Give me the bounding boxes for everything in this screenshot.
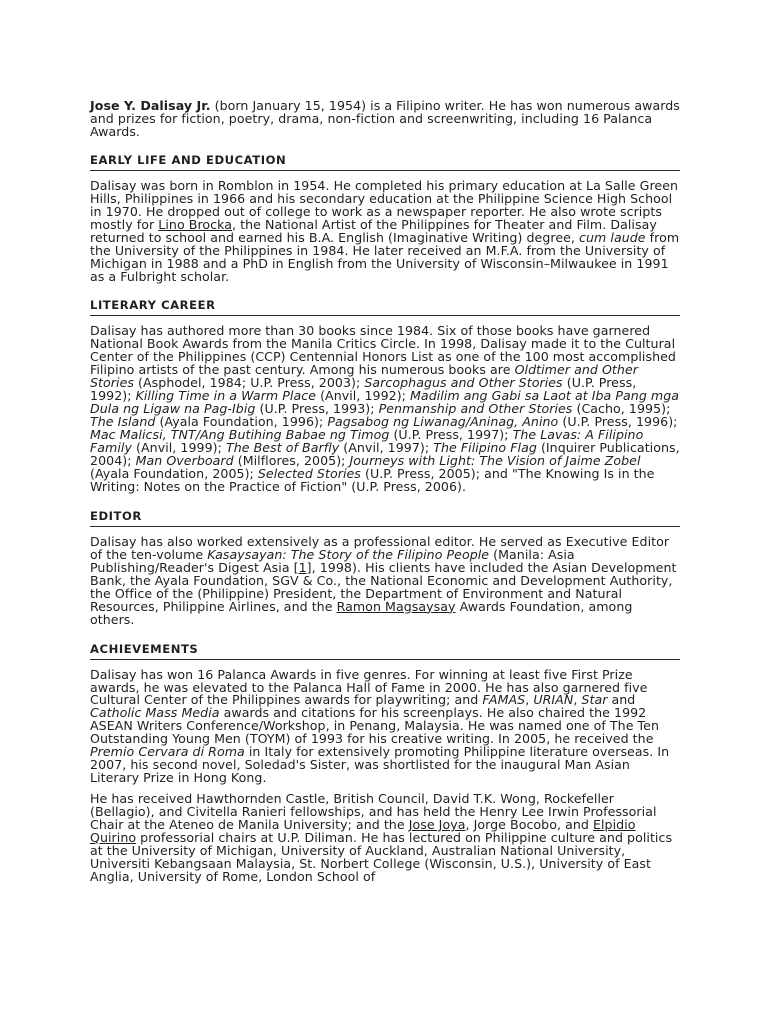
- section-heading-editor: EDITOR: [90, 510, 680, 527]
- intro-paragraph: Jose Y. Dalisay Jr. (born January 15, 1954) is a Filipino writer. He has won numerous awards and prizes for fiction, poetry, drama, non-fiction and screenwriting, including 16 Palanca Awards.: [90, 98, 680, 139]
- achievements-paragraph-1: Dalisay has won 16 Palanca Awards in five genres. For winning at least five First Prize awards, he was elevated to the Palanca Hall of Fame in 2000. He has also garnered five Cultural Center of the Philippines awards for playwriting; and FAMAS, URIAN, Star and Catholic Mass Media awards and citations for his screenplays. He also chaired the 1992 ASEAN Writers Conference/Workshop, in Penang, Malaysia. He was named one of The Ten Outstanding Young Men (TOYM) of 1993 for his creative writing. In 2005, he received the Premio Cervara di Roma in Italy for extensively promoting Philippine literature overseas. In 2007, his second novel, Soledad's Sister, was shortlisted for the inaugural Man Asian Literary Prize in Hong Kong.: [90, 666, 670, 786]
- book-title: Oldtimer and Other Stories: [90, 362, 638, 391]
- book-title: The Island: [90, 414, 156, 430]
- literary-career-paragraph: Dalisay has authored more than 30 books since 1984. Six of those books have garnered National Book Awards from the Manila Critics Circle. In 1998, Dalisay made it to the Cultural Center of the Philippines (CCP) Centennial Honors List as one of the 100 most accomplished Filipino artists of the past century. Among his numerous books are Oldtimer and Other Stories (Asphodel, 1984; U.P. Press, 2003); Sarcophagus and Other Stories (U.P. Press, 1992); Killing Time in a Warm Place (Anvil, 1992); Madilim ang Gabi sa Laot at Iba Pang mga Dula ng Ligaw na Pag-Ibig (U.P. Press, 1993); Penmanship and Other Stories (Cacho, 1995); The Island (Ayala Foundation, 1996); Pagsabog ng Liwanag/Aninag, Anino (U.P. Press, 1996); Mac Malicsi, TNT/Ang Butihing Babae ng Timog (U.P. Press, 1997); The Lavas: A Filipino Family (Anvil, 1999); The Best of Barfly (Anvil, 1997); The Filipino Flag (Inquirer Publications, 2004); Man Overboard (Milflores, 2005); Journeys with Light: The Vision of Jaime Zobel (Ayala Foundation, 2005); Selected Stories (U.P. Press, 2005); and "The Knowing Is in the Writing: Notes on the Practice of Fiction" (U.P. Press, 2006).: [90, 323, 680, 494]
- book-title: Pagsabog ng Liwanag/Aninag, Anino: [327, 414, 559, 430]
- section-heading-literary-career: LITERARY CAREER: [90, 299, 680, 316]
- book-title: Man Overboard: [135, 453, 234, 469]
- book-title: The Lavas: A Filipino Family: [90, 427, 644, 456]
- achievements-paragraph-2: He has received Hawthornden Castle, British Council, David T.K. Wong, Rockefeller (Bellagio), and Civitella Ranieri fellowships, and has held the Henry Lee Irwin Professorial Chair at the Ateneo de Manila University; and the Jose Joya, Jorge Bocobo, and Elpidio Quirino professorial chairs at U.P. Diliman. He has lectured on Philippine culture and politics at the University of Michigan, University of Auckland, Australian National University, Universiti Kebangsaan Malaysia, St. Norbert College (Wisconsin, U.S.), University of East Anglia, University of Rome, London School of: [90, 791, 673, 884]
- book-title: The Filipino Flag: [433, 440, 537, 456]
- reference-link[interactable]: [1]: [293, 559, 312, 575]
- section-heading-early-life: EARLY LIFE AND EDUCATION: [90, 154, 680, 171]
- early-life-paragraph: Dalisay was born in Romblon in 1954. He completed his primary education at La Salle Green Hills, Philippines in 1966 and his secondary education at the Philippine Science High School in 1970. He dropped out of college to work as a newspaper reporter. He also wrote scripts mostly for Lino Brocka, the National Artist of the Philippines for Theater and Film. Dalisay returned to school and earned his B.A. English (Imaginative Writing) degree, cum laude from the University of the Philippines in 1984. He later received an M.F.A. from the University of Michigan in 1988 and a PhD in English from the University of Wisconsin–Milwaukee in 1991 as a Fulbright scholar.: [90, 177, 680, 284]
- book-title: Mac Malicsi, TNT/Ang Butihing Babae ng Timog: [90, 427, 390, 443]
- link-lino-brocka[interactable]: Lino Brocka: [158, 216, 233, 232]
- book-title: Sarcophagus and Other Stories: [364, 375, 563, 391]
- editor-paragraph: Dalisay has also worked extensively as a professional editor. He served as Executive Editor of the ten-volume Kasaysayan: The Story of the Filipino People (Manila: Asia Publishing/Reader's Digest Asia [1], 1998). His clients have included the Asian Development Bank, the Ayala Foundation, SGV & Co., the National Economic and Development Authority, the Office of the (Philippine) President, the Department of Environment and Natural Resources, Philippine Airlines, and the Ramon Magsaysay Awards Foundation, among others.: [90, 533, 677, 627]
- section-heading-achievements: ACHIEVEMENTS: [90, 643, 680, 660]
- book-title: The Best of Barfly: [225, 440, 340, 456]
- subject-name: Jose Y. Dalisay Jr.: [90, 98, 211, 113]
- link-elpidio-quirino[interactable]: Elpidio Quirino: [90, 817, 636, 845]
- link-ramon-magsaysay[interactable]: Ramon Magsaysay: [336, 598, 456, 614]
- book-title: Madilim ang Gabi sa Laot at Iba Pang mga Dula ng Ligaw na Pag-Ibig: [90, 388, 680, 417]
- book-title: Selected Stories: [257, 465, 361, 481]
- book-title: Kasaysayan: The Story of the Filipino People: [207, 546, 490, 562]
- book-title: Journeys with Light: The Vision of Jaime Zobel: [349, 453, 641, 469]
- link-jose-joya[interactable]: Jose Joya: [408, 817, 466, 833]
- book-title: Penmanship and Other Stories: [378, 401, 573, 417]
- book-title: Killing Time in a Warm Place: [135, 388, 317, 404]
